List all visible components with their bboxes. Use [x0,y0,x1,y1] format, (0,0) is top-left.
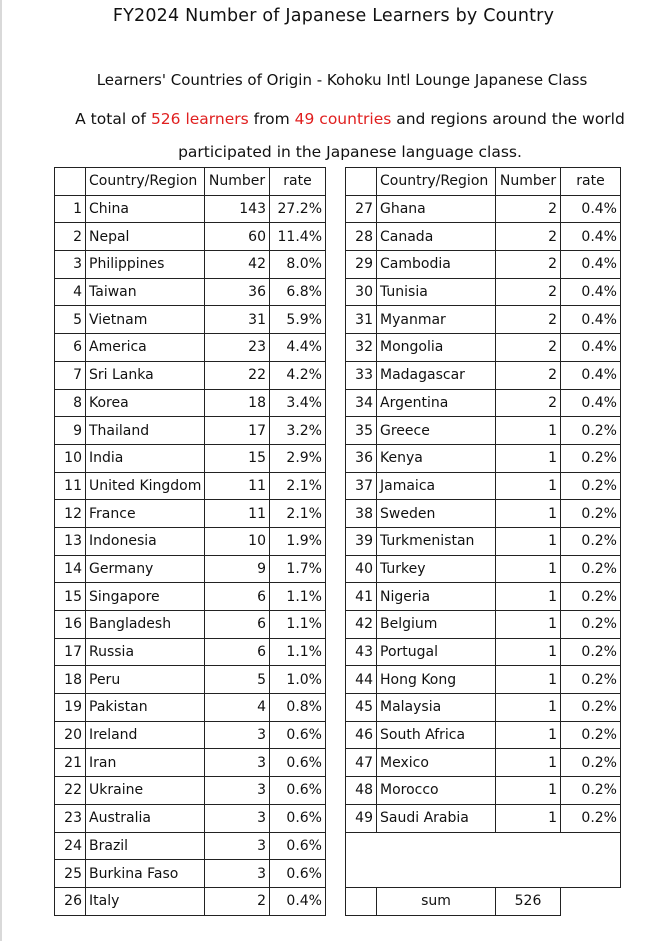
learner-rate: 0.2% [561,611,621,639]
row-number: 22 [55,777,86,805]
column-gap [326,168,346,196]
learner-rate: 0.4% [561,306,621,334]
table-row [55,749,621,777]
column-gap [326,694,346,722]
row-number: 29 [346,251,377,279]
row-number: 34 [346,389,377,417]
learner-count: 1 [496,555,561,583]
header-country-right: Country/Region [377,168,496,196]
column-gap [326,555,346,583]
table-row [55,832,621,860]
country-name: Sweden [377,500,496,528]
learner-count: 42 [205,251,270,279]
learner-count: 1 [496,444,561,472]
learner-count: 9 [205,555,270,583]
row-number: 24 [55,832,86,860]
table-row [55,389,621,417]
country-name: Saudi Arabia [377,804,496,832]
learner-count: 15 [205,444,270,472]
learner-count: 1 [496,777,561,805]
row-number: 38 [346,500,377,528]
country-name: South Africa [377,721,496,749]
header-blank-left [55,168,86,196]
learner-count: 1 [496,694,561,722]
country-name: Russia [86,638,205,666]
learner-rate: 0.4% [561,251,621,279]
country-name: Indonesia [86,527,205,555]
country-name: Brazil [86,832,205,860]
learner-count: 11 [205,500,270,528]
country-name: Nigeria [377,583,496,611]
column-gap [326,417,346,445]
column-gap [326,278,346,306]
column-gap [326,638,346,666]
row-number: 9 [55,417,86,445]
learner-rate: 27.2% [270,195,326,223]
country-name: Madagascar [377,361,496,389]
row-number: 17 [55,638,86,666]
table-row [55,472,621,500]
country-name: China [86,195,205,223]
learners-table [54,167,621,916]
column-gap [326,444,346,472]
learner-count: 1 [496,500,561,528]
learner-count: 1 [496,666,561,694]
table-row [55,361,621,389]
row-number: 37 [346,472,377,500]
country-name: Ireland [86,721,205,749]
column-gap [326,887,346,915]
column-gap [326,832,346,860]
summary-learners-highlight: 526 learners [150,110,249,128]
learner-rate: 0.2% [561,666,621,694]
table-row [55,583,621,611]
country-name: Malaysia [377,694,496,722]
row-number: 27 [346,195,377,223]
country-name: Tunisia [377,278,496,306]
learner-rate: 1.9% [270,527,326,555]
header-rate-right: rate [561,168,621,196]
learner-rate: 0.4% [561,361,621,389]
country-name: Kenya [377,444,496,472]
country-name: Philippines [86,251,205,279]
row-number: 44 [346,666,377,694]
learner-rate: 2.1% [270,500,326,528]
table-row [55,777,621,805]
learner-count: 2 [496,251,561,279]
country-name: Australia [86,804,205,832]
row-number: 4 [55,278,86,306]
header-blank-right [346,168,377,196]
learner-rate: 0.4% [561,389,621,417]
learner-rate: 0.6% [270,804,326,832]
column-gap [326,334,346,362]
table-row [55,721,621,749]
table-row [55,223,621,251]
learner-rate: 0.4% [561,334,621,362]
row-number: 1 [55,195,86,223]
learner-rate: 0.2% [561,555,621,583]
learner-count: 3 [205,860,270,888]
column-gap [326,721,346,749]
column-gap [326,527,346,555]
column-gap [326,361,346,389]
learner-rate: 0.2% [561,527,621,555]
row-number: 5 [55,306,86,334]
country-name: Burkina Faso [86,860,205,888]
table-row [55,306,621,334]
row-number: 31 [346,306,377,334]
country-name: Vietnam [86,306,205,334]
summary-suffix: and regions around the world participated in the Japanese language class. [178,110,625,161]
learner-rate: 0.2% [561,777,621,805]
row-number: 14 [55,555,86,583]
learner-count: 143 [205,195,270,223]
sum-value: 526 [496,887,561,915]
learner-count: 1 [496,527,561,555]
learner-count: 2 [496,195,561,223]
learner-rate: 2.1% [270,472,326,500]
column-gap [326,223,346,251]
learner-count: 60 [205,223,270,251]
page-left-edge [0,0,2,941]
learner-count: 36 [205,278,270,306]
country-name: America [86,334,205,362]
column-gap [326,472,346,500]
country-name: India [86,444,205,472]
learner-rate: 0.4% [561,195,621,223]
column-gap [326,777,346,805]
learner-rate: 4.4% [270,334,326,362]
row-number: 48 [346,777,377,805]
row-number: 25 [55,860,86,888]
learner-count: 1 [496,638,561,666]
learner-count: 1 [496,804,561,832]
row-number: 46 [346,721,377,749]
country-name: Greece [377,417,496,445]
table-header-row [55,168,621,196]
row-number: 41 [346,583,377,611]
learner-count: 1 [496,472,561,500]
summary-text [60,103,640,169]
column-gap [326,583,346,611]
column-gap [326,251,346,279]
column-gap [326,306,346,334]
country-name: United Kingdom [86,472,205,500]
table-row [55,804,621,832]
country-name: Taiwan [86,278,205,306]
country-name: Turkey [377,555,496,583]
country-name: Myanmar [377,306,496,334]
row-number: 49 [346,804,377,832]
row-number: 26 [55,887,86,915]
learner-count: 1 [496,417,561,445]
row-number: 6 [55,334,86,362]
row-number: 40 [346,555,377,583]
country-name: Singapore [86,583,205,611]
learner-rate: 1.1% [270,583,326,611]
learner-count: 23 [205,334,270,362]
table-row [55,251,621,279]
learner-count: 3 [205,777,270,805]
learners-table-body [55,168,621,916]
learner-rate: 0.6% [270,832,326,860]
sum-blank [346,887,377,915]
country-name: Sri Lanka [86,361,205,389]
page-subtitle: Learners' Countries of Origin - Kohoku Intl Lounge Japanese Class [96,71,588,89]
table-row [55,278,621,306]
learner-count: 4 [205,694,270,722]
country-name: Ukraine [86,777,205,805]
learner-count: 2 [496,278,561,306]
column-gap [326,611,346,639]
row-number: 43 [346,638,377,666]
learner-rate: 1.1% [270,638,326,666]
learner-count: 31 [205,306,270,334]
table-row [55,555,621,583]
table-row [55,666,621,694]
learner-rate: 0.2% [561,749,621,777]
learner-rate: 4.2% [270,361,326,389]
row-number: 21 [55,749,86,777]
country-name: Thailand [86,417,205,445]
learner-rate: 1.0% [270,666,326,694]
country-name: Turkmenistan [377,527,496,555]
row-number: 28 [346,223,377,251]
row-number: 8 [55,389,86,417]
country-name: Mexico [377,749,496,777]
country-name: France [86,500,205,528]
learner-rate: 0.2% [561,721,621,749]
learner-count: 3 [205,832,270,860]
empty-cell [346,832,621,860]
row-number: 2 [55,223,86,251]
row-number: 20 [55,721,86,749]
column-gap [326,500,346,528]
row-number: 10 [55,444,86,472]
learner-rate: 0.2% [561,444,621,472]
row-number: 32 [346,334,377,362]
summary-prefix: A total of [75,110,151,128]
learner-rate: 11.4% [270,223,326,251]
learner-rate: 0.8% [270,694,326,722]
learner-rate: 0.2% [561,500,621,528]
country-name: Korea [86,389,205,417]
learner-count: 3 [205,749,270,777]
row-number: 11 [55,472,86,500]
country-name: Iran [86,749,205,777]
header-country-left: Country/Region [86,168,205,196]
learner-rate: 3.4% [270,389,326,417]
row-number: 45 [346,694,377,722]
summary-countries-highlight: 49 countries [294,110,392,128]
table-row [55,417,621,445]
country-name: Italy [86,887,205,915]
country-name: Canada [377,223,496,251]
learner-rate: 0.6% [270,749,326,777]
learner-rate: 8.0% [270,251,326,279]
row-number: 39 [346,527,377,555]
row-number: 30 [346,278,377,306]
learner-rate: 6.8% [270,278,326,306]
learner-count: 6 [205,638,270,666]
learner-rate: 0.2% [561,694,621,722]
country-name: Pakistan [86,694,205,722]
row-number: 13 [55,527,86,555]
country-name: Peru [86,666,205,694]
learner-rate: 0.4% [561,223,621,251]
learner-rate: 0.2% [561,638,621,666]
country-name: Bangladesh [86,611,205,639]
row-number: 42 [346,611,377,639]
column-gap [326,860,346,888]
learner-rate: 0.4% [561,278,621,306]
country-name: Cambodia [377,251,496,279]
country-name: Nepal [86,223,205,251]
page-title: FY2024 Number of Japanese Learners by Country [112,6,555,26]
header-number-right: Number [496,168,561,196]
table-row [55,611,621,639]
column-gap [326,804,346,832]
learner-count: 1 [496,721,561,749]
country-name: Ghana [377,195,496,223]
table-row [55,444,621,472]
learner-count: 5 [205,666,270,694]
learner-rate: 0.2% [561,583,621,611]
table-row [55,195,621,223]
learner-count: 2 [496,389,561,417]
learner-rate: 0.2% [561,804,621,832]
learner-count: 1 [496,583,561,611]
learner-count: 1 [496,749,561,777]
table-row [55,500,621,528]
table-row [55,694,621,722]
learner-rate: 0.6% [270,777,326,805]
row-number: 47 [346,749,377,777]
sum-end [561,887,621,915]
column-gap [326,666,346,694]
table-row [55,527,621,555]
learner-rate: 2.9% [270,444,326,472]
learner-rate: 0.4% [270,887,326,915]
learner-count: 3 [205,804,270,832]
learner-count: 3 [205,721,270,749]
row-number: 7 [55,361,86,389]
country-name: Morocco [377,777,496,805]
learner-count: 2 [205,887,270,915]
learner-count: 11 [205,472,270,500]
country-name: Argentina [377,389,496,417]
learner-count: 2 [496,306,561,334]
learner-rate: 0.2% [561,417,621,445]
table-row [55,638,621,666]
empty-cell [346,860,621,888]
row-number: 18 [55,666,86,694]
learner-rate: 0.2% [561,472,621,500]
learner-count: 17 [205,417,270,445]
learner-count: 2 [496,334,561,362]
learner-count: 6 [205,583,270,611]
learner-count: 18 [205,389,270,417]
learner-rate: 3.2% [270,417,326,445]
learner-count: 10 [205,527,270,555]
row-number: 16 [55,611,86,639]
row-number: 33 [346,361,377,389]
row-number: 12 [55,500,86,528]
summary-mid: from [248,110,295,128]
learner-count: 2 [496,223,561,251]
learner-count: 2 [496,361,561,389]
row-number: 15 [55,583,86,611]
row-number: 19 [55,694,86,722]
learner-rate: 0.6% [270,721,326,749]
column-gap [326,749,346,777]
table-row [55,334,621,362]
table-row [55,860,621,888]
country-name: Germany [86,555,205,583]
header-number-left: Number [205,168,270,196]
country-name: Hong Kong [377,666,496,694]
column-gap [326,195,346,223]
learner-count: 22 [205,361,270,389]
column-gap [326,389,346,417]
row-number: 35 [346,417,377,445]
row-number: 23 [55,804,86,832]
sum-label: sum [377,887,496,915]
learner-rate: 1.7% [270,555,326,583]
country-name: Jamaica [377,472,496,500]
learner-count: 1 [496,611,561,639]
learner-count: 6 [205,611,270,639]
country-name: Portugal [377,638,496,666]
header-rate-left: rate [270,168,326,196]
learner-rate: 0.6% [270,860,326,888]
row-number: 36 [346,444,377,472]
learner-rate: 1.1% [270,611,326,639]
table-row [55,887,621,915]
country-name: Mongolia [377,334,496,362]
country-name: Belgium [377,611,496,639]
row-number: 3 [55,251,86,279]
learner-rate: 5.9% [270,306,326,334]
